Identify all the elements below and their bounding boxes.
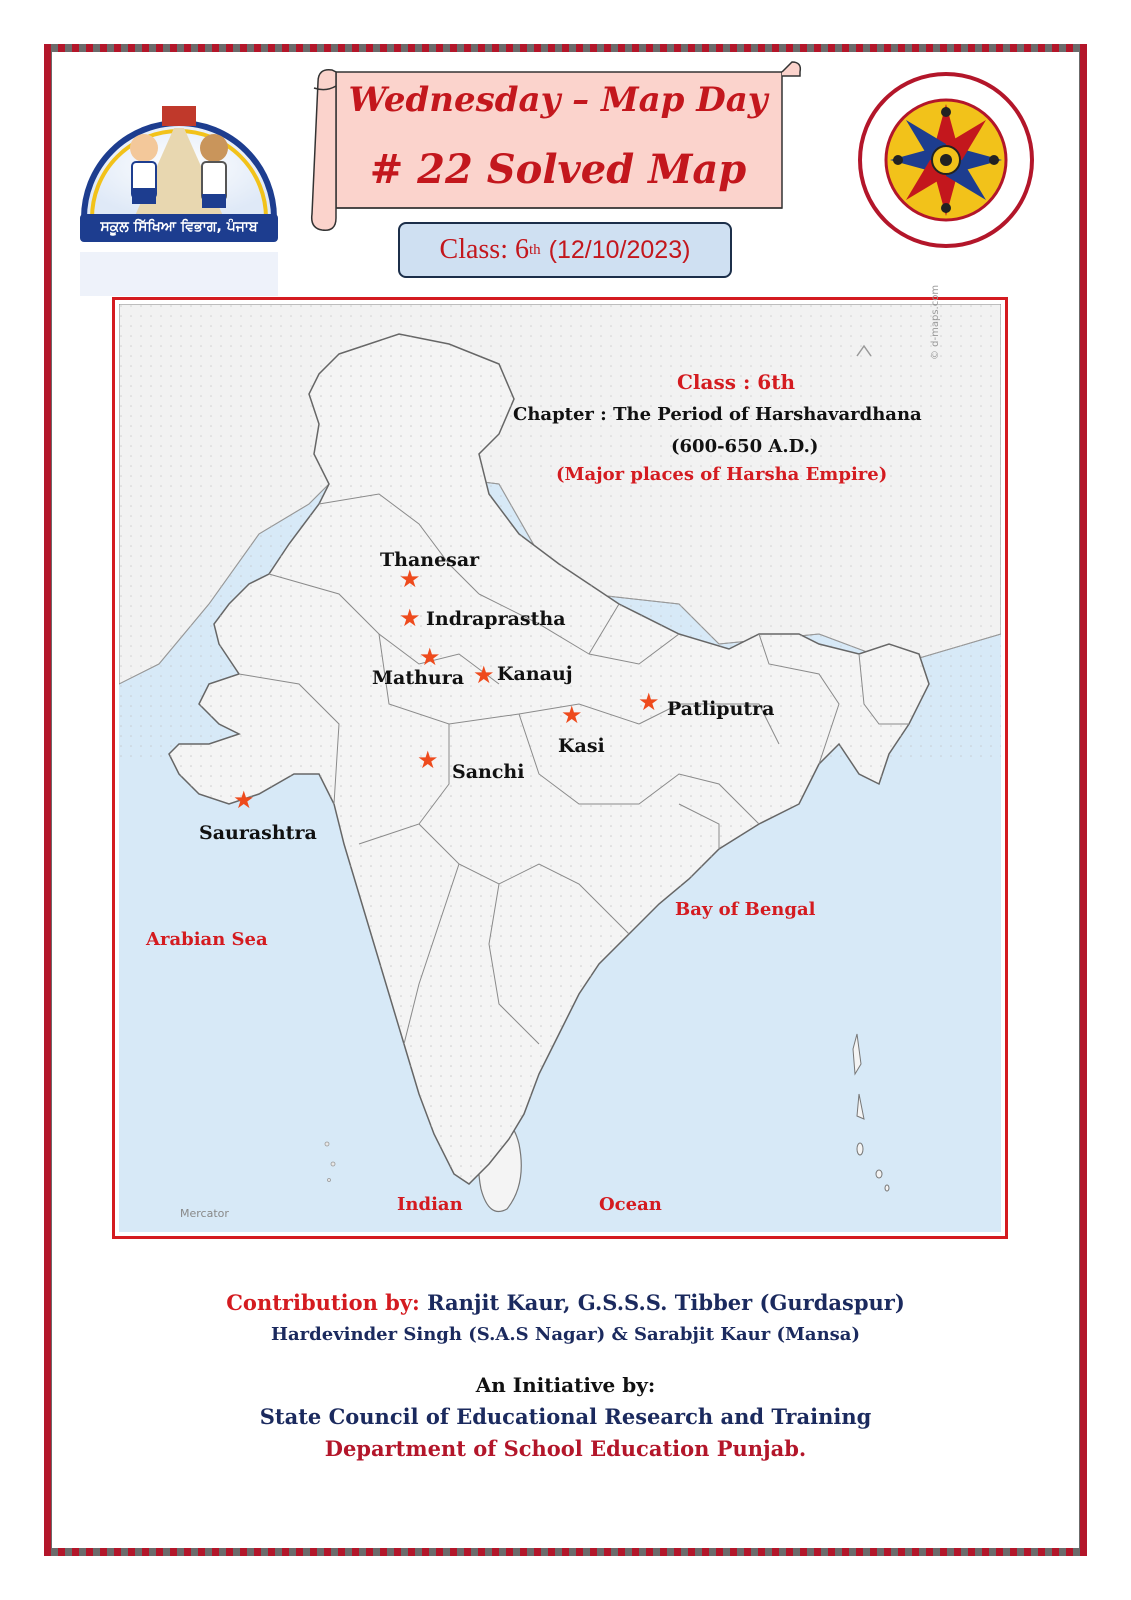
place-label-indraprastha: Indraprastha	[426, 608, 566, 630]
org-scert: State Council of Educational Research and Training	[259, 1404, 872, 1429]
contribution-label: Contribution by:	[226, 1290, 420, 1315]
star-marker-sanchi: ★	[417, 746, 439, 774]
star-marker-kasi: ★	[561, 701, 583, 729]
place-label-mathura: Mathura	[372, 667, 465, 689]
initiative-label: An Initiative by:	[475, 1373, 656, 1397]
map-chapter-heading: Chapter : The Period of Harshavardhana	[513, 404, 922, 425]
class-date: (12/10/2023)	[548, 235, 691, 264]
place-label-patliputra: Patliputra	[667, 698, 775, 720]
map-period-heading: (600-650 A.D.)	[671, 436, 819, 457]
place-label-kanauj: Kanauj	[497, 663, 573, 685]
label-arabian-sea: Arabian Sea	[146, 929, 268, 950]
class-sup: th	[529, 241, 541, 258]
contribution-line-1	[52, 1290, 1079, 1315]
class-label: Class: 6	[439, 234, 529, 265]
star-marker-thanesar: ★	[399, 565, 421, 593]
star-marker-saurashtra: ★	[233, 786, 255, 814]
contribution-line-2: Hardevinder Singh (S.A.S Nagar) & Sarabjit Kaur (Mansa)	[271, 1324, 860, 1345]
school-education-logo	[74, 68, 284, 298]
contribution-authors-1: Ranjit Kaur, G.S.S.S. Tibber (Gurdaspur)	[427, 1290, 905, 1315]
place-label-thanesar: Thanesar	[380, 549, 480, 571]
map-projection-label: Mercator	[180, 1207, 229, 1220]
school-education-logo-text: ਸਕੂਲ ਸਿੱਖਿਆ ਵਿਭਾਗ, ਪੰਜਾਬ	[100, 219, 258, 235]
place-label-sanchi: Sanchi	[452, 761, 525, 783]
class-date-badge	[398, 222, 732, 278]
org-department: Department of School Education Punjab.	[324, 1436, 807, 1461]
label-indian: Indian	[397, 1194, 463, 1215]
page-title-day: Wednesday – Map Day	[348, 80, 768, 120]
place-label-kasi: Kasi	[558, 735, 605, 757]
star-marker-kanauj: ★	[473, 661, 495, 689]
map-class-heading: Class : 6th	[677, 370, 795, 394]
label-bay-of-bengal: Bay of Bengal	[675, 899, 816, 920]
star-marker-mathura: ★	[419, 643, 441, 671]
label-ocean: Ocean	[599, 1194, 662, 1215]
place-label-saurashtra: Saurashtra	[199, 822, 317, 844]
scert-logo	[858, 70, 1034, 250]
star-marker-indraprastha: ★	[399, 604, 421, 632]
star-marker-patliputra: ★	[638, 688, 660, 716]
map-watermark: © d-maps.com	[930, 284, 941, 360]
india-outline-map	[119, 304, 1001, 1232]
map-subtitle: (Major places of Harsha Empire)	[556, 464, 888, 485]
page-title-map-number: # 22 Solved Map	[369, 146, 747, 193]
